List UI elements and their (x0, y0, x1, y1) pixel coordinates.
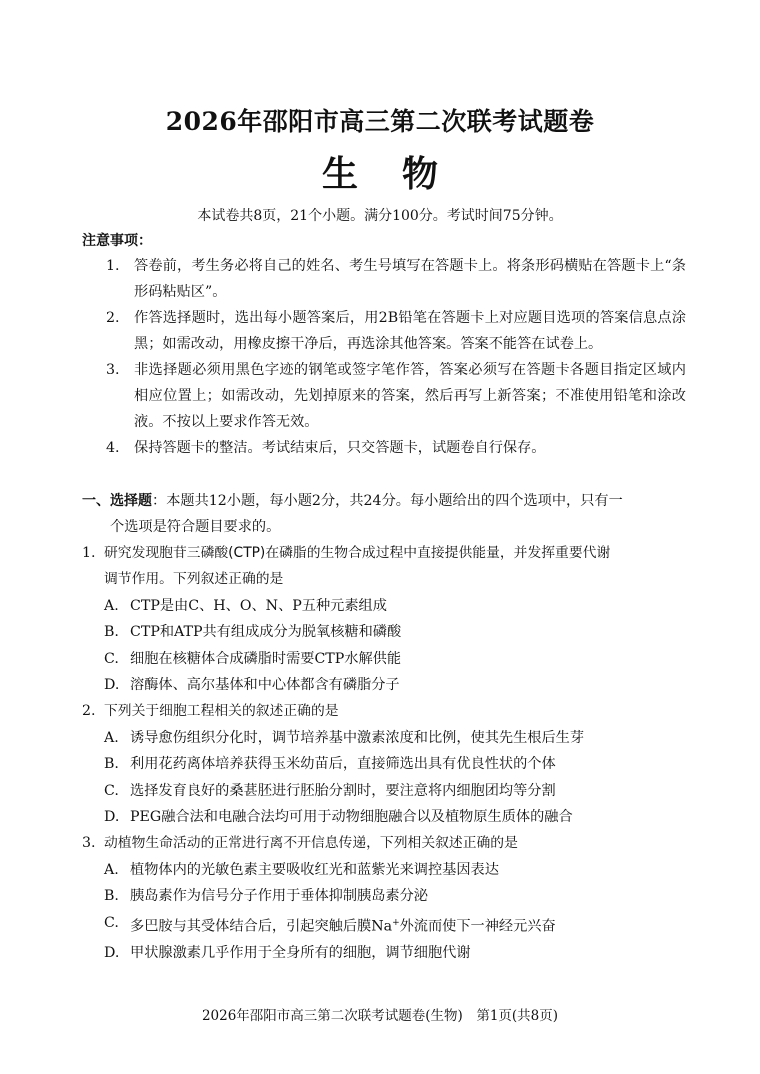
option-text: 溶酶体、高尔基体和中心体都含有磷脂分子 (130, 677, 400, 694)
question-list (82, 540, 686, 966)
section-instructions (82, 488, 684, 540)
option-text: 胰岛素作为信号分子作用于垂体抑制胰岛素分泌 (130, 888, 428, 905)
question-number: 1. (82, 545, 96, 561)
note-item (106, 253, 686, 305)
option-text-part: 外流而使下一神经元兴奋 (399, 918, 556, 935)
section-line (82, 488, 684, 514)
question-number: 2. (82, 703, 96, 720)
option (82, 751, 686, 777)
option (82, 778, 686, 804)
note-item (106, 305, 686, 357)
question-1 (82, 540, 686, 593)
option-label: D. (104, 677, 120, 694)
option-text: 植物体内的光敏色素主要吸收红光和蓝紫光来调控基因表达 (130, 861, 499, 878)
note-item (106, 357, 686, 435)
note-number: 1. (106, 258, 120, 274)
option-text: CTP和ATP共有组成成分为脱氧核糖和磷酸 (130, 624, 402, 641)
option-label: C. (104, 650, 119, 667)
question-number: 3. (82, 835, 96, 852)
option (82, 672, 686, 698)
question-3 (82, 830, 686, 856)
note-text: 作答选择题时，选出每小题答案后，用2B铅笔在答题卡上对应题目选项的答案信息点涂黑；如需改动，用橡皮擦干净后，再选涂其他答案。答案不能答在试卷上。 (134, 310, 686, 352)
option-text: 诱导愈伤组织分化时，调节培养基中激素浓度和比例，使其先生根后生芽 (130, 729, 585, 746)
option-text (130, 910, 686, 940)
question-stem-line: 研究发现胞苷三磷酸(CTP)在磷脂的生物合成过程中直接提供能量，并发挥重要代谢 (104, 545, 611, 561)
question-stem: 下列关于细胞工程相关的叙述正确的是 (104, 703, 339, 720)
question-stem: 动植物生命活动的正常进行离不开信息传递，下列相关叙述正确的是 (104, 835, 518, 852)
option-label: D. (104, 809, 120, 826)
option-label: A. (104, 597, 119, 614)
option (82, 804, 686, 830)
note-item (106, 435, 686, 461)
option (82, 940, 686, 966)
section-text: ：本题共12小题，每小题2分，共24分。每小题给出的四个选项中，只有一 (152, 493, 623, 509)
option-label: A. (104, 729, 119, 746)
subject-title: 生物 (321, 153, 482, 195)
option (82, 646, 686, 672)
note-text: 保持答题卡的整洁。考试结束后，只交答题卡，试题卷自行保存。 (134, 440, 546, 456)
option-text: 利用花药离体培养获得玉米幼苗后，直接筛选出具有优良性状的个体 (130, 756, 556, 773)
option-text: PEG融合法和电融合法均可用于动物细胞融合以及植物原生质体的融合 (130, 809, 573, 826)
option-text-part: 多巴胺与其受体结合后，引起突触后膜Na (130, 918, 393, 935)
option-label: A. (104, 861, 119, 878)
notes-list (106, 253, 686, 461)
question-2 (82, 698, 686, 724)
option (82, 619, 686, 645)
option (82, 883, 686, 909)
option (82, 725, 686, 751)
note-number: 2. (106, 310, 120, 326)
option-text: CTP是由C、H、O、N、P五种元素组成 (130, 597, 387, 614)
page-footer: 2026年邵阳市高三第二次联考试题卷(生物) 第1页(共8页) (201, 1008, 559, 1024)
option-label: B. (104, 756, 119, 773)
exam-info: 本试卷共8页，21个小题。满分100分。考试时间75分钟。 (197, 208, 563, 224)
question-stem (104, 540, 686, 593)
option-text: 细胞在核糖体合成磷脂时需要CTP水解供能 (130, 650, 402, 667)
section-heading: 一、选择题 (82, 493, 152, 509)
option (82, 593, 686, 619)
note-number: 3. (106, 362, 120, 378)
option (82, 857, 686, 883)
note-number: 4. (106, 440, 120, 456)
exam-title: 2026年邵阳市高三第二次联考试题卷 (165, 107, 595, 136)
option-label: D. (104, 944, 120, 961)
note-text: 非选择题必须用黑色字迹的钢笔或签字笔作答，答案必须写在答题卡各题目指定区域内相应位置上；如需改动，先划掉原来的答案，然后再写上新答案；不准使用铅笔和涂改液。不按以上要求作答无效。 (134, 362, 686, 430)
option (82, 910, 686, 940)
superscript-plus: + (392, 917, 400, 928)
option-text: 选择发育良好的桑葚胚进行胚胎分割时，要注意将内细胞团均等分割 (130, 782, 556, 799)
notes-heading: 注意事项： (82, 233, 152, 249)
note-text: 答卷前，考生务必将自己的姓名、考生号填写在答题卡上。将条形码横贴在答题卡上“条形码粘贴区”。 (134, 258, 686, 300)
question-stem-line: 调节作用。下列叙述正确的是 (104, 571, 284, 588)
option-label: C. (104, 914, 119, 931)
option-label: B. (104, 888, 119, 905)
section-text-continued: 个选项是符合题目要求的。 (110, 519, 281, 535)
option-label: B. (104, 624, 119, 641)
option-text: 甲状腺激素几乎作用于全身所有的细胞，调节细胞代谢 (130, 944, 471, 961)
option-label: C. (104, 782, 119, 799)
